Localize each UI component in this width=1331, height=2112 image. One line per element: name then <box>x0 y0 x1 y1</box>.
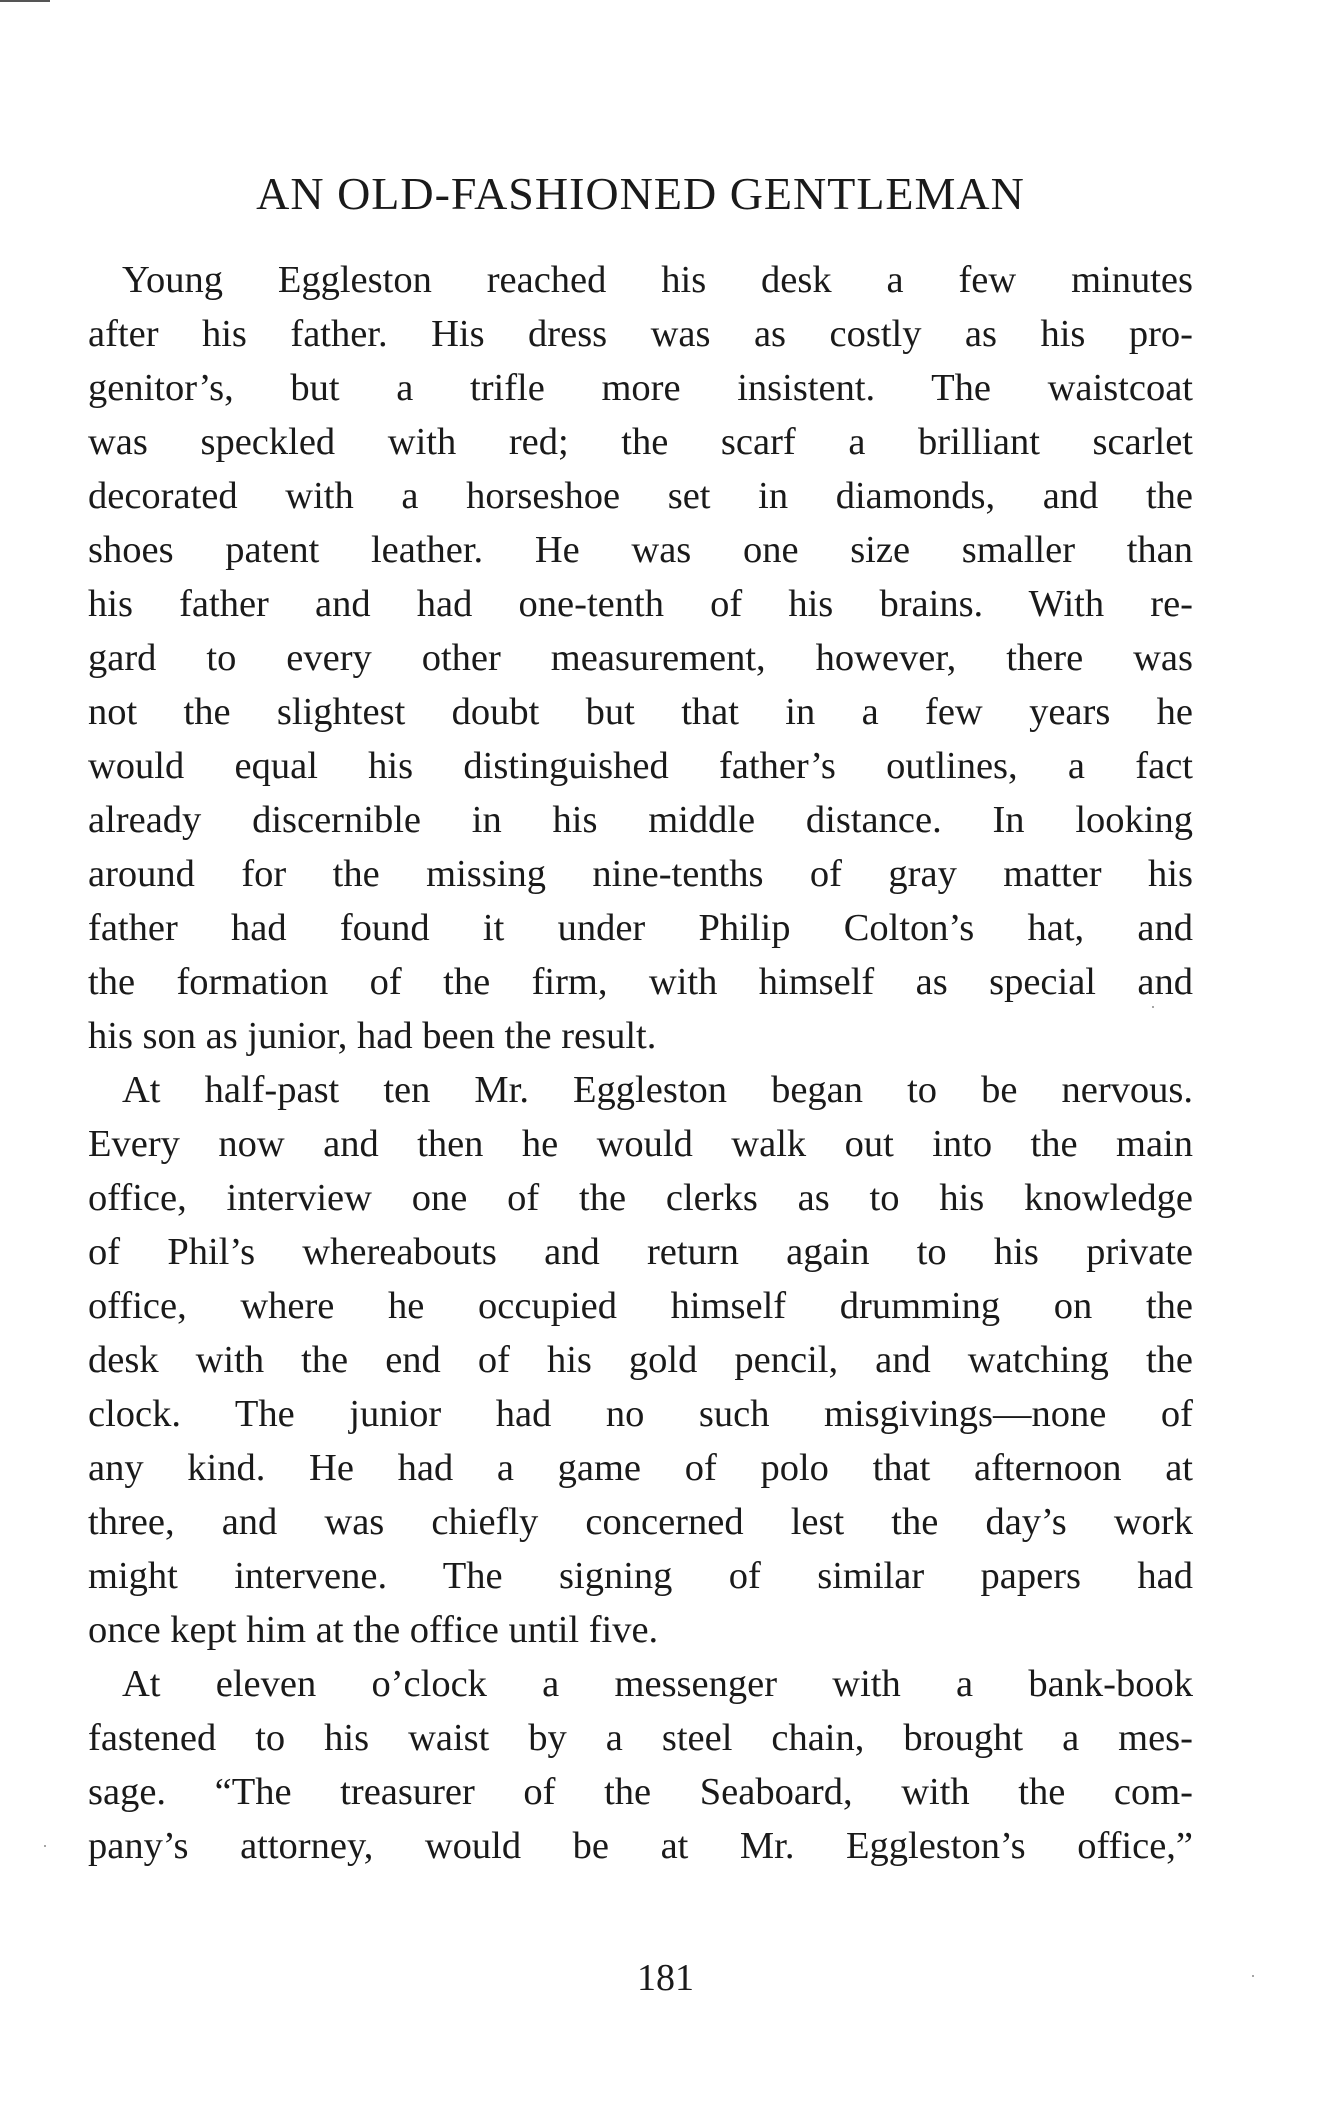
text-line: once kept him at the office until five. <box>88 1609 659 1651</box>
text-line: Young Eggleston reached his desk a few minutes <box>122 259 1193 301</box>
text-line: decorated with a horseshoe set in diamonds, and the <box>88 475 1193 517</box>
text-line: office, interview one of the clerks as to his knowledge <box>88 1177 1193 1219</box>
paragraph-1 <box>88 253 1193 1063</box>
text-line: around for the missing nine-tenths of gray matter his <box>88 853 1193 895</box>
text-line: three, and was chiefly concerned lest the day’s work <box>88 1501 1193 1543</box>
scan-edge-mark <box>0 0 50 2</box>
text-line: already discernible in his middle distance. In looking <box>88 799 1193 841</box>
text-line: the formation of the firm, with himself as special and <box>88 961 1193 1003</box>
text-line: office, where he occupied himself drumming on the <box>88 1285 1193 1327</box>
text-line: gard to every other measurement, however, there was <box>88 637 1193 679</box>
text-line: pany’s attorney, would be at Mr. Eggleston’s office,” <box>88 1825 1193 1867</box>
text-line: of Phil’s whereabouts and return again to his private <box>88 1231 1193 1273</box>
text-line: might intervene. The signing of similar papers had <box>88 1555 1193 1597</box>
scan-speck <box>44 1845 46 1847</box>
text-line: not the slightest doubt but that in a few years he <box>88 691 1193 733</box>
scan-speck <box>1252 1975 1254 1977</box>
text-line: fastened to his waist by a steel chain, brought a mes- <box>88 1717 1193 1759</box>
text-line: was speckled with red; the scarf a brilliant scarlet <box>88 421 1193 463</box>
text-line: clock. The junior had no such misgivings—none of <box>88 1393 1193 1435</box>
text-line: would equal his distinguished father’s outlines, a fact <box>88 745 1193 787</box>
paragraph-3 <box>88 1657 1193 1873</box>
text-line: At half-past ten Mr. Eggleston began to be nervous. <box>122 1069 1193 1111</box>
text-line: father had found it under Philip Colton’s hat, and <box>88 907 1193 949</box>
running-head: AN OLD-FASHIONED GENTLEMAN <box>256 168 1025 219</box>
text-line: after his father. His dress was as costly as his pro- <box>88 313 1193 355</box>
scan-speck <box>1152 1006 1154 1008</box>
text-line: genitor’s, but a trifle more insistent. The waistcoat <box>88 367 1193 409</box>
text-line: his father and had one-tenth of his brains. With re- <box>88 583 1193 625</box>
text-line: shoes patent leather. He was one size smaller than <box>88 529 1193 571</box>
text-line: Every now and then he would walk out into the main <box>88 1123 1193 1165</box>
text-line: sage. “The treasurer of the Seaboard, with the com- <box>88 1771 1193 1813</box>
text-line: desk with the end of his gold pencil, and watching the <box>88 1339 1193 1381</box>
text-line: his son as junior, had been the result. <box>88 1015 657 1057</box>
body-text <box>88 253 1193 1873</box>
text-line: At eleven o’clock a messenger with a bank-book <box>122 1663 1193 1705</box>
text-line: any kind. He had a game of polo that afternoon at <box>88 1447 1193 1489</box>
paragraph-2 <box>88 1063 1193 1657</box>
page-number: 181 <box>637 1957 694 1999</box>
